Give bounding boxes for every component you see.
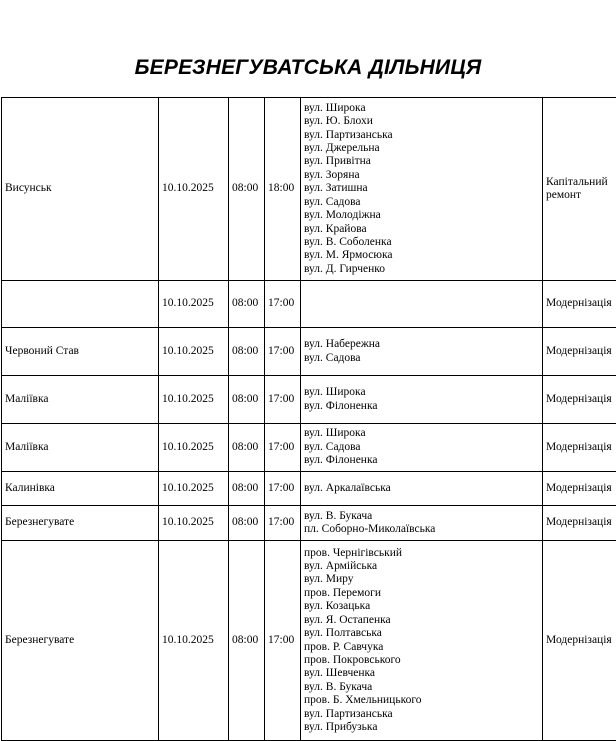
end-time-cell: 18:00 bbox=[265, 98, 301, 281]
work-type-cell: Модернізація bbox=[543, 424, 616, 472]
start-time-cell: 08:00 bbox=[229, 506, 265, 541]
work-type-cell: Модернізація bbox=[543, 376, 616, 424]
street-item: вул. В. Соболенка bbox=[304, 236, 539, 249]
street-item: вул. Крайова bbox=[304, 223, 539, 236]
street-item: вул. Зоряна bbox=[304, 169, 539, 182]
streets-cell bbox=[301, 376, 543, 424]
street-item: вул. Садова bbox=[304, 441, 539, 454]
settlement-cell: Маліївка bbox=[2, 376, 159, 424]
street-item: пров. Р. Савчука bbox=[304, 641, 539, 654]
settlement-cell: Березнегувате bbox=[2, 541, 159, 741]
work-type-cell: Модернізація bbox=[543, 506, 616, 541]
end-time-cell: 17:00 bbox=[265, 281, 301, 328]
table-row bbox=[2, 472, 616, 506]
street-item: вул. Армійська bbox=[304, 560, 539, 573]
date-cell: 10.10.2025 bbox=[159, 506, 229, 541]
start-time-cell: 08:00 bbox=[229, 328, 265, 376]
streets-cell bbox=[301, 328, 543, 376]
start-time-cell: 08:00 bbox=[229, 472, 265, 506]
street-item: вул. Філоненка bbox=[304, 400, 539, 413]
street-item: вул. Прибузька bbox=[304, 721, 539, 734]
street-item: пров. Чернігівський bbox=[304, 547, 539, 560]
settlement-cell: Висунськ bbox=[2, 98, 159, 281]
work-type-cell: Модернізація bbox=[543, 328, 616, 376]
street-item: вул. Полтавська bbox=[304, 627, 539, 640]
work-type-cell: Модернізація bbox=[543, 281, 616, 328]
date-cell: 10.10.2025 bbox=[159, 328, 229, 376]
work-type-cell: Модернізація bbox=[543, 472, 616, 506]
streets-cell bbox=[301, 541, 543, 741]
table-row bbox=[2, 541, 616, 741]
streets-cell bbox=[301, 281, 543, 328]
table-row bbox=[2, 98, 616, 281]
settlement-cell bbox=[2, 281, 159, 328]
outage-schedule-body bbox=[2, 98, 616, 741]
street-item: вул. М. Ярмосюка bbox=[304, 249, 539, 262]
street-item: вул. Аркалаївська bbox=[304, 482, 539, 495]
settlement-cell: Червоний Став bbox=[2, 328, 159, 376]
date-cell: 10.10.2025 bbox=[159, 98, 229, 281]
street-item: вул. Шевченка bbox=[304, 667, 539, 680]
start-time-cell: 08:00 bbox=[229, 541, 265, 741]
settlement-cell: Маліївка bbox=[2, 424, 159, 472]
start-time-cell: 08:00 bbox=[229, 281, 265, 328]
street-item: пл. Соборно-Миколаївська bbox=[304, 523, 539, 536]
settlement-cell: Березнегувате bbox=[2, 506, 159, 541]
outage-schedule-table bbox=[1, 97, 616, 741]
work-type-cell: Капітальний ремонт bbox=[543, 98, 616, 281]
street-item: вул. Філоненка bbox=[304, 454, 539, 467]
start-time-cell: 08:00 bbox=[229, 376, 265, 424]
end-time-cell: 17:00 bbox=[265, 541, 301, 741]
end-time-cell: 17:00 bbox=[265, 506, 301, 541]
streets-cell bbox=[301, 98, 543, 281]
street-item: вул. Молодіжна bbox=[304, 209, 539, 222]
street-item: вул. Я. Остапенка bbox=[304, 614, 539, 627]
date-cell: 10.10.2025 bbox=[159, 281, 229, 328]
table-row bbox=[2, 424, 616, 472]
table-row bbox=[2, 506, 616, 541]
street-item: вул. Д. Гирченко bbox=[304, 263, 539, 276]
street-item: вул. Широка bbox=[304, 386, 539, 399]
street-item: вул. Партизанська bbox=[304, 708, 539, 721]
table-row bbox=[2, 376, 616, 424]
street-item: вул. Ю. Блохи bbox=[304, 115, 539, 128]
settlement-cell: Калинівка bbox=[2, 472, 159, 506]
street-item: вул. Козацька bbox=[304, 600, 539, 613]
street-item: вул. Партизанська bbox=[304, 129, 539, 142]
date-cell: 10.10.2025 bbox=[159, 541, 229, 741]
street-item: вул. В. Букача bbox=[304, 510, 539, 523]
street-item: пров. Перемоги bbox=[304, 587, 539, 600]
table-row bbox=[2, 281, 616, 328]
start-time-cell: 08:00 bbox=[229, 424, 265, 472]
work-type-cell: Модернізація bbox=[543, 541, 616, 741]
end-time-cell: 17:00 bbox=[265, 376, 301, 424]
date-cell: 10.10.2025 bbox=[159, 472, 229, 506]
date-cell: 10.10.2025 bbox=[159, 376, 229, 424]
streets-cell bbox=[301, 506, 543, 541]
street-item: вул. Миру bbox=[304, 573, 539, 586]
end-time-cell: 17:00 bbox=[265, 424, 301, 472]
street-item: вул. Джерельна bbox=[304, 142, 539, 155]
street-item: вул. Привітна bbox=[304, 155, 539, 168]
street-item: пров. Покровського bbox=[304, 654, 539, 667]
date-cell: 10.10.2025 bbox=[159, 424, 229, 472]
start-time-cell: 08:00 bbox=[229, 98, 265, 281]
end-time-cell: 17:00 bbox=[265, 328, 301, 376]
end-time-cell: 17:00 bbox=[265, 472, 301, 506]
street-item: вул. Широка bbox=[304, 427, 539, 440]
streets-cell bbox=[301, 472, 543, 506]
street-item: пров. Б. Хмельницького bbox=[304, 694, 539, 707]
street-item: вул. В. Букача bbox=[304, 681, 539, 694]
street-item: вул. Широка bbox=[304, 102, 539, 115]
street-item: вул. Затишна bbox=[304, 182, 539, 195]
table-row bbox=[2, 328, 616, 376]
streets-cell bbox=[301, 424, 543, 472]
street-item: вул. Садова bbox=[304, 196, 539, 209]
street-item: вул. Набережна bbox=[304, 338, 539, 351]
page-title: БЕРЕЗНЕГУВАТСЬКА ДІЛЬНИЦЯ bbox=[0, 56, 616, 80]
street-item: вул. Садова bbox=[304, 352, 539, 365]
